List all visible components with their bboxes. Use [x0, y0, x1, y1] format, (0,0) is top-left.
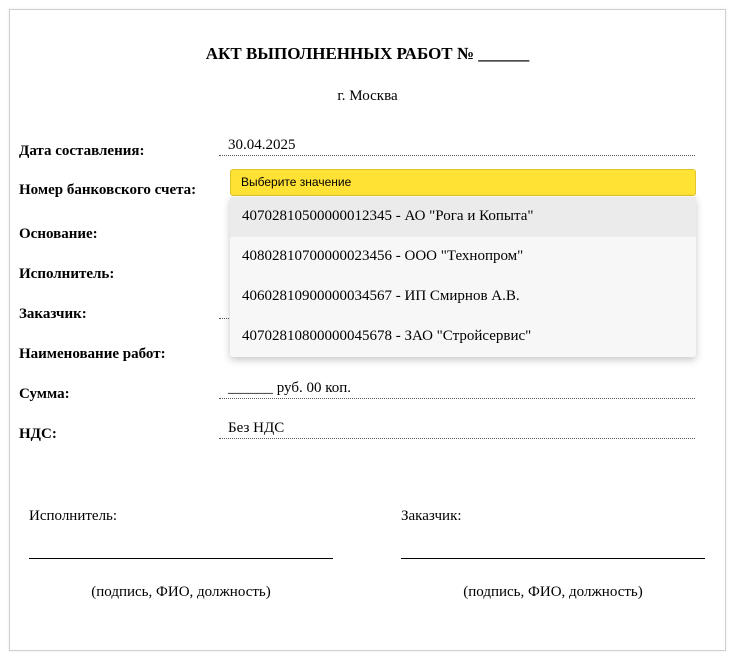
date-value[interactable]: 30.04.2025 — [219, 137, 695, 156]
document-title: АКТ ВЫПОЛНЕННЫХ РАБОТ № ______ — [205, 44, 530, 63]
sum-value[interactable]: ______ руб. 00 коп. — [219, 380, 695, 399]
work-label: Наименование работ: — [19, 346, 166, 362]
document-city: г. Москва — [337, 88, 398, 104]
signature-left-hint: (подпись, ФИО, должность) — [91, 584, 271, 600]
account-dropdown — [230, 197, 696, 357]
basis-label: Основание: — [19, 226, 98, 242]
contractor-label: Исполнитель: — [19, 266, 115, 282]
signature-right-line — [401, 558, 705, 559]
sum-row — [19, 380, 696, 418]
vat-value[interactable]: Без НДС — [219, 420, 695, 439]
sum-label: Сумма: — [19, 386, 70, 402]
account-select[interactable]: Выберите значение — [230, 169, 696, 196]
account-label: Номер банковского счета: — [19, 182, 197, 198]
signature-left-line — [29, 558, 333, 559]
date-label: Дата составления: — [19, 143, 145, 159]
customer-label: Заказчик: — [19, 306, 87, 322]
vat-label: НДС: — [19, 426, 57, 442]
signature-left-label: Исполнитель: — [29, 508, 118, 524]
account-option[interactable]: 40702810500000012345 - АО "Рога и Копыта" — [230, 197, 696, 237]
account-option[interactable]: 40702810800000045678 - ЗАО "Стройсервис" — [242, 328, 532, 344]
account-option[interactable]: 40802810700000023456 - ООО "Технопром" — [242, 248, 524, 264]
vat-row — [19, 420, 696, 458]
account-option[interactable]: 40602810900000034567 - ИП Смирнов А.В. — [242, 288, 520, 304]
signature-right-hint: (подпись, ФИО, должность) — [463, 584, 643, 600]
signature-right-label: Заказчик: — [401, 508, 462, 524]
